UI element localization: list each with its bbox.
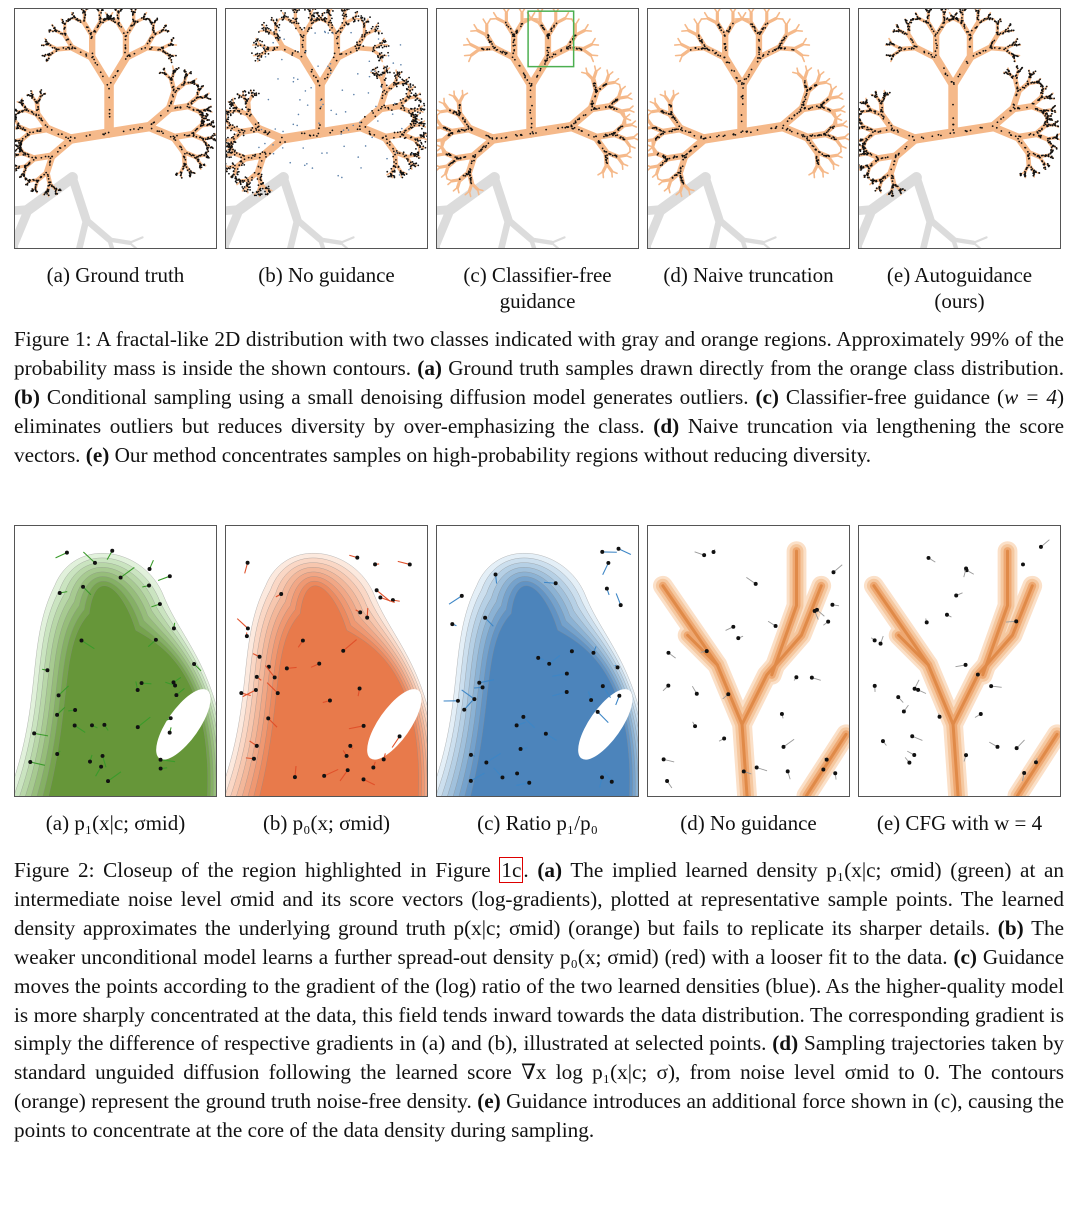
fig1-panel-b: [225, 8, 428, 249]
fig2-subcaption-a: (a) p₁(x|c; σmid): [45, 811, 186, 835]
fig2-panel-b: [225, 525, 428, 797]
caption-text: ) eliminates outliers but reduces diversity by over-emphasizing the class.: [14, 384, 1065, 438]
ground-truth-contours: [663, 551, 846, 796]
caption-tag: (b): [14, 384, 40, 409]
gray-class-region: [859, 175, 987, 248]
fig1-subcaption-d: [645, 262, 852, 288]
caption-text: A fractal-like 2D distribution with two classes indicated with gray and orange regions. Approximately 99% of the probability mass is inside the shown contours.: [14, 327, 1064, 380]
fig2-subcaption-e: (e) CFG with w = 4: [876, 811, 1043, 835]
orange-class-region: [437, 9, 638, 196]
fig2-subcaption-d: (d) No guidance: [680, 811, 817, 835]
fig1-subcaption-a: [14, 262, 217, 288]
orange-class-region: [648, 9, 849, 196]
caption-text: Conditional sampling using a small denoising diffusion model generates outliers.: [46, 384, 749, 409]
figure1-caption: [14, 325, 1064, 470]
fig2-panel-c: [436, 525, 639, 797]
caption-tag: (e): [477, 1089, 501, 1114]
density-contours: [15, 553, 216, 796]
fig2-subcaption-c: (c) Ratio p₁/p₀: [477, 811, 598, 835]
fig1-panel-e: [858, 8, 1061, 249]
fractal-plot: [859, 9, 1060, 248]
subcaption-text-line2: (ours): [934, 289, 985, 313]
caption-tag: (a): [537, 858, 563, 882]
caption-lead: Figure 1:: [14, 327, 92, 351]
caption-text: Naive truncation via lengthening the score vectors.: [14, 413, 1065, 467]
gray-class-region: [15, 175, 143, 248]
fig1-panel-d: [647, 8, 850, 249]
caption-text: Ground truth samples drawn directly from the orange class distribution.: [448, 355, 1064, 380]
caption-tag: (c): [755, 384, 779, 409]
fig1-subcaption-c: [436, 262, 639, 314]
trajectory-plot: [648, 526, 849, 796]
caption-tag: (a): [417, 355, 442, 380]
fractal-plot: [226, 9, 427, 248]
caption-tag: (d): [772, 1031, 799, 1056]
gray-class-region: [226, 175, 354, 248]
caption-text: The weaker unconditional model learns a further spread-out density p₀(x; σmid) (red) with a looser fit to the data.: [14, 915, 1065, 969]
ground-truth-contours: [874, 551, 1057, 796]
orange-class-region: [15, 9, 216, 196]
subcaption-text-line2: guidance: [499, 289, 576, 313]
density-plot: [226, 526, 427, 796]
caption-lead: Figure 2:: [14, 858, 95, 882]
fig1-subcaption-e: [858, 262, 1061, 314]
fig2-panel-a: [14, 525, 217, 797]
orange-class-region: [859, 9, 1060, 196]
orange-class-region: [226, 9, 427, 196]
fig1-panel-c: [436, 8, 639, 249]
caption-text: Our method concentrates samples on high-probability regions without reducing diversity.: [114, 442, 872, 467]
caption-text: Guidance moves the points according to the gradient of the (log) ratio of the two learned densities (blue). As the higher-quality model is more sharply concentrated at the data, this field tends inward towards the data distribution. The corresponding gradient is simply the difference of respective gradients in (a) and (b), illustrated at selected points.: [14, 944, 1065, 1056]
figure-reference-link[interactable]: 1c: [501, 858, 522, 882]
caption-text: Closeup of the region highlighted in Figure: [103, 858, 491, 882]
caption-tag: (e): [85, 442, 110, 467]
subcaption-text: (d) Naive truncation: [663, 263, 834, 287]
density-contours: [226, 553, 427, 796]
caption-tag: (d): [653, 413, 680, 438]
caption-tag: (c): [953, 944, 977, 969]
gray-class-region: [648, 175, 776, 248]
fractal-plot: [437, 9, 638, 248]
figure2-caption: Figure 2: Closeup of the region highlighted in Figure 1c. (a) The implied learned density p₁(x|c; σmid) (green) at an intermediate noise level σmid and its score vectors (log-gradients), plotted at representative sample points. The learned density approximates the underlying ground truth p(x|c; σmid) (orange) but fails to replicate its sharper details. (b) The weaker unconditional model learns a further spread-out density p₀(x; σmid) (red) with a looser fit to the data. (c) Guidance moves the points according to the gradient of the (log) ratio of the two learned densities (blue). As the higher-quality model is more sharply concentrated at the data, this field tends inward towards the data distribution. The corresponding gradient is simply the difference of respective gradients in (a) and (b), illustrated at selected points. (d) Sampling trajectories taken by standard unguided diffusion following the learned score ∇x log p₁(x|c; σ), from noise level σmid to 0. The contours (orange) represent the ground truth noise-free density. (e) Guidance introduces an additional force shown in (c), causing the points to concentrate at the core of the data density during sampling.: [14, 858, 1065, 1143]
subcaption-text: (a) Ground truth: [46, 263, 185, 287]
caption-text: Classifier-free guidance (: [785, 384, 1005, 409]
gray-class-region: [437, 175, 565, 248]
fractal-plot: [648, 9, 849, 248]
fig2-subcaption-b: (b) p₀(x; σmid): [262, 811, 391, 835]
fig2-panel-d: [647, 525, 850, 797]
caption-math: w = 4: [1004, 384, 1057, 409]
density-plot: [437, 526, 638, 796]
caption-tag: (b): [997, 915, 1024, 940]
caption-text: Sampling trajectories taken by standard unguided diffusion following the learned score ∇x log p₁(x|c; σ), from noise level σmid to 0. The contours (orange) represent the ground truth noise-free density.: [14, 1031, 1065, 1114]
caption-text: The implied learned density p₁(x|c; σmid) (green) at an intermediate noise level σmid and its score vectors (log-gradients), plotted at representative sample points. The learned density approximates the underlying ground truth p(x|c; σmid) (orange) but fails to replicate its sharper details.: [14, 858, 1065, 940]
fig1-subcaption-b: [225, 262, 428, 288]
fig1-panel-a: [14, 8, 217, 249]
density-plot: [15, 526, 216, 796]
subcaption-text: (c) Classifier-free: [463, 263, 612, 287]
trajectory-plot: [859, 526, 1060, 796]
caption-text: Guidance introduces an additional force shown in (c), causing the points to concentrate at the core of the data density during sampling.: [14, 1089, 1064, 1143]
subcaption-text: (e) Autoguidance: [886, 263, 1033, 287]
fig2-panel-e: [858, 525, 1061, 797]
fractal-plot: [15, 9, 216, 248]
subcaption-text: (b) No guidance: [258, 263, 395, 287]
